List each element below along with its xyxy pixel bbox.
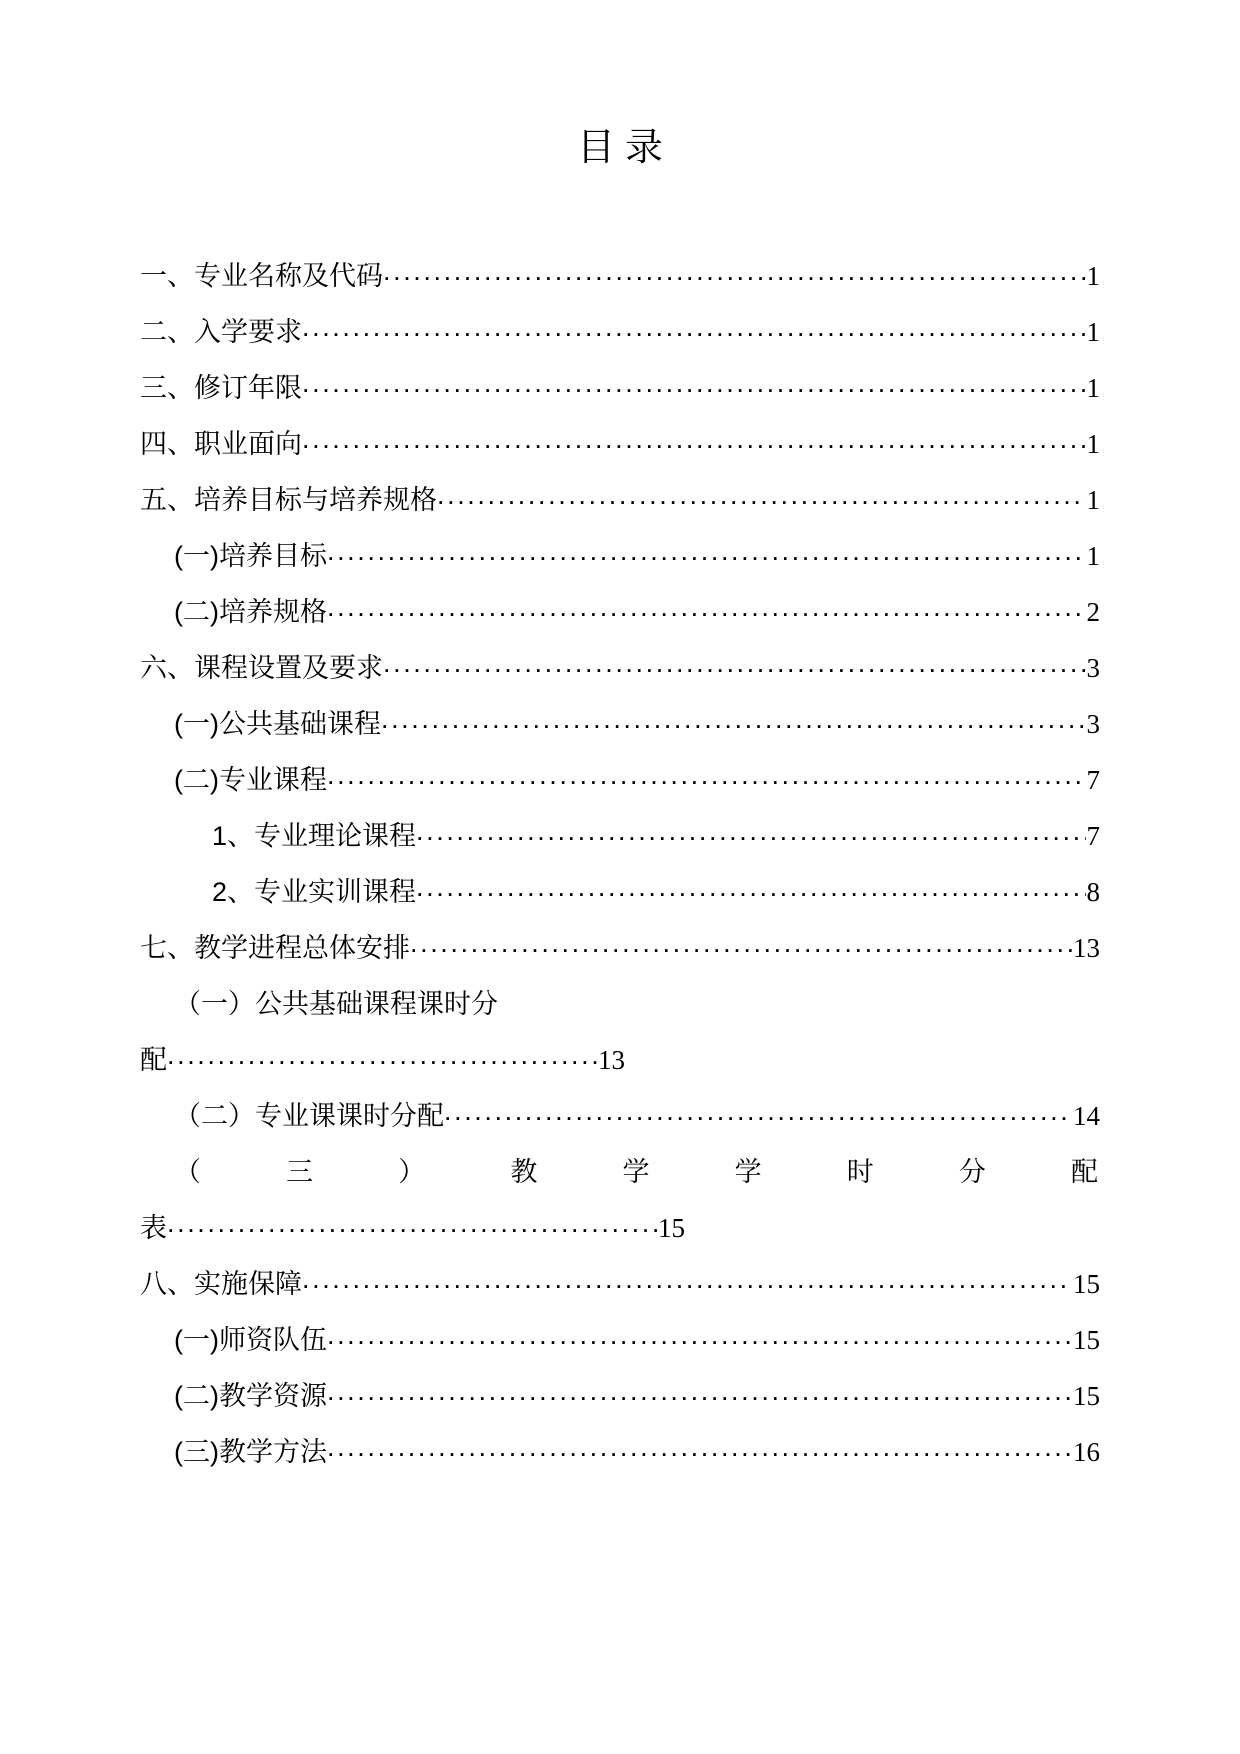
toc-leader-dots — [416, 874, 1085, 901]
toc-leader-dots — [327, 1434, 1072, 1461]
toc-entry-label: 四、职业面向 — [140, 429, 302, 459]
toc-leader-dots — [383, 650, 1086, 677]
toc-page-number: 14 — [1073, 1101, 1100, 1131]
toc-leader-dots — [381, 706, 1086, 733]
toc-entry-label: (二)教学资源 — [174, 1381, 327, 1411]
toc-entry-wrapped-tail[interactable] — [140, 1032, 1100, 1088]
table-of-contents-title: 目录 — [576, 127, 673, 169]
toc-page-number: 13 — [1073, 933, 1100, 963]
toc-entry-label: 2、专业实训课程 — [212, 877, 417, 907]
toc-entry-label: （一）公共基础课程课时分 — [174, 989, 498, 1019]
toc-entry[interactable] — [140, 360, 1100, 416]
toc-entry-label: (一)培养目标 — [174, 541, 327, 571]
toc-entry-label: (一)公共基础课程 — [174, 709, 381, 739]
toc-entry-label: 二、入学要求 — [140, 317, 302, 347]
toc-entry-label: 六、课程设置及要求 — [140, 653, 383, 683]
toc-page-number: 16 — [1073, 1437, 1100, 1467]
toc-leader-dots — [167, 1210, 657, 1237]
toc-leader-dots — [327, 762, 1086, 789]
toc-entry-wrapped-head[interactable] — [140, 976, 1100, 1032]
toc-leader-dots — [327, 1322, 1072, 1349]
toc-page-number: 15 — [658, 1213, 685, 1243]
toc-leader-dots — [410, 930, 1072, 957]
toc-entry-label: 七、教学进程总体安排 — [140, 933, 410, 963]
toc-page-number: 2 — [1086, 597, 1100, 627]
toc-entry-label: 配 — [140, 1045, 167, 1075]
toc-page-number: 1 — [1086, 541, 1100, 571]
toc-entry-label: (三)教学方法 — [174, 1437, 327, 1467]
toc-entry[interactable] — [140, 1088, 1100, 1144]
toc-leader-dots — [383, 258, 1086, 285]
toc-entry[interactable] — [140, 528, 1100, 584]
toc-page-number: 3 — [1086, 709, 1100, 739]
toc-page-number: 13 — [598, 1045, 625, 1075]
toc-entry[interactable] — [140, 416, 1100, 472]
toc-entry-label: （三）教学学时分配 — [174, 1157, 1098, 1187]
toc-leader-dots — [302, 314, 1086, 341]
toc-leader-dots — [302, 370, 1086, 397]
toc-entry-label: 表 — [140, 1213, 167, 1243]
toc-page-number: 1 — [1086, 373, 1100, 403]
toc-entry-label: 一、专业名称及代码 — [140, 261, 383, 291]
toc-entry[interactable] — [140, 640, 1100, 696]
toc-entry[interactable] — [140, 752, 1100, 808]
toc-leader-dots — [327, 594, 1086, 621]
toc-entry[interactable] — [140, 1144, 1100, 1200]
toc-entry[interactable] — [140, 1312, 1100, 1368]
toc-page-number: 15 — [1073, 1269, 1100, 1299]
toc-page-number: 1 — [1086, 429, 1100, 459]
toc-entry[interactable] — [140, 920, 1100, 976]
toc-entry-label: (一)师资队伍 — [174, 1325, 327, 1355]
toc-leader-dots — [302, 426, 1086, 453]
toc-page-number: 3 — [1086, 653, 1100, 683]
toc-entry[interactable] — [140, 304, 1100, 360]
toc-entry[interactable] — [140, 1256, 1100, 1312]
toc-page-number: 1 — [1086, 485, 1100, 515]
toc-leader-dots — [327, 1378, 1072, 1405]
toc-entry[interactable] — [140, 864, 1100, 920]
toc-entry[interactable] — [140, 1368, 1100, 1424]
toc-page-number: 1 — [1086, 317, 1100, 347]
toc-entry-label: 八、实施保障 — [140, 1269, 302, 1299]
toc-entry-label: 三、修订年限 — [140, 373, 302, 403]
toc-entry-label: 1、专业理论课程 — [212, 821, 417, 851]
toc-entry-label: （二）专业课课时分配 — [174, 1101, 444, 1131]
toc-leader-dots — [327, 538, 1086, 565]
toc-entry[interactable] — [140, 1424, 1100, 1480]
toc-leader-dots — [167, 1042, 597, 1069]
toc-entry-wrapped-tail[interactable] — [140, 1200, 1100, 1256]
toc-leader-dots — [416, 818, 1085, 845]
toc-entry[interactable] — [140, 248, 1100, 304]
toc-page-number: 15 — [1073, 1381, 1100, 1411]
toc-page-number: 7 — [1086, 821, 1100, 851]
toc-entry-label: (二)专业课程 — [174, 765, 327, 795]
toc-page-number: 1 — [1086, 261, 1100, 291]
toc-leader-dots — [302, 1266, 1072, 1293]
toc-entry[interactable] — [140, 808, 1100, 864]
toc-entry[interactable] — [140, 584, 1100, 640]
toc-leader-dots — [437, 482, 1086, 509]
table-of-contents-list — [140, 248, 1100, 1480]
toc-entry[interactable] — [140, 472, 1100, 528]
toc-page-number: 15 — [1073, 1325, 1100, 1355]
toc-leader-dots — [444, 1098, 1072, 1125]
toc-entry-label: (二)培养规格 — [174, 597, 327, 627]
toc-page-number: 8 — [1086, 877, 1100, 907]
toc-page-number: 7 — [1086, 765, 1100, 795]
toc-entry-label: 五、培养目标与培养规格 — [140, 485, 437, 515]
toc-entry[interactable] — [140, 696, 1100, 752]
